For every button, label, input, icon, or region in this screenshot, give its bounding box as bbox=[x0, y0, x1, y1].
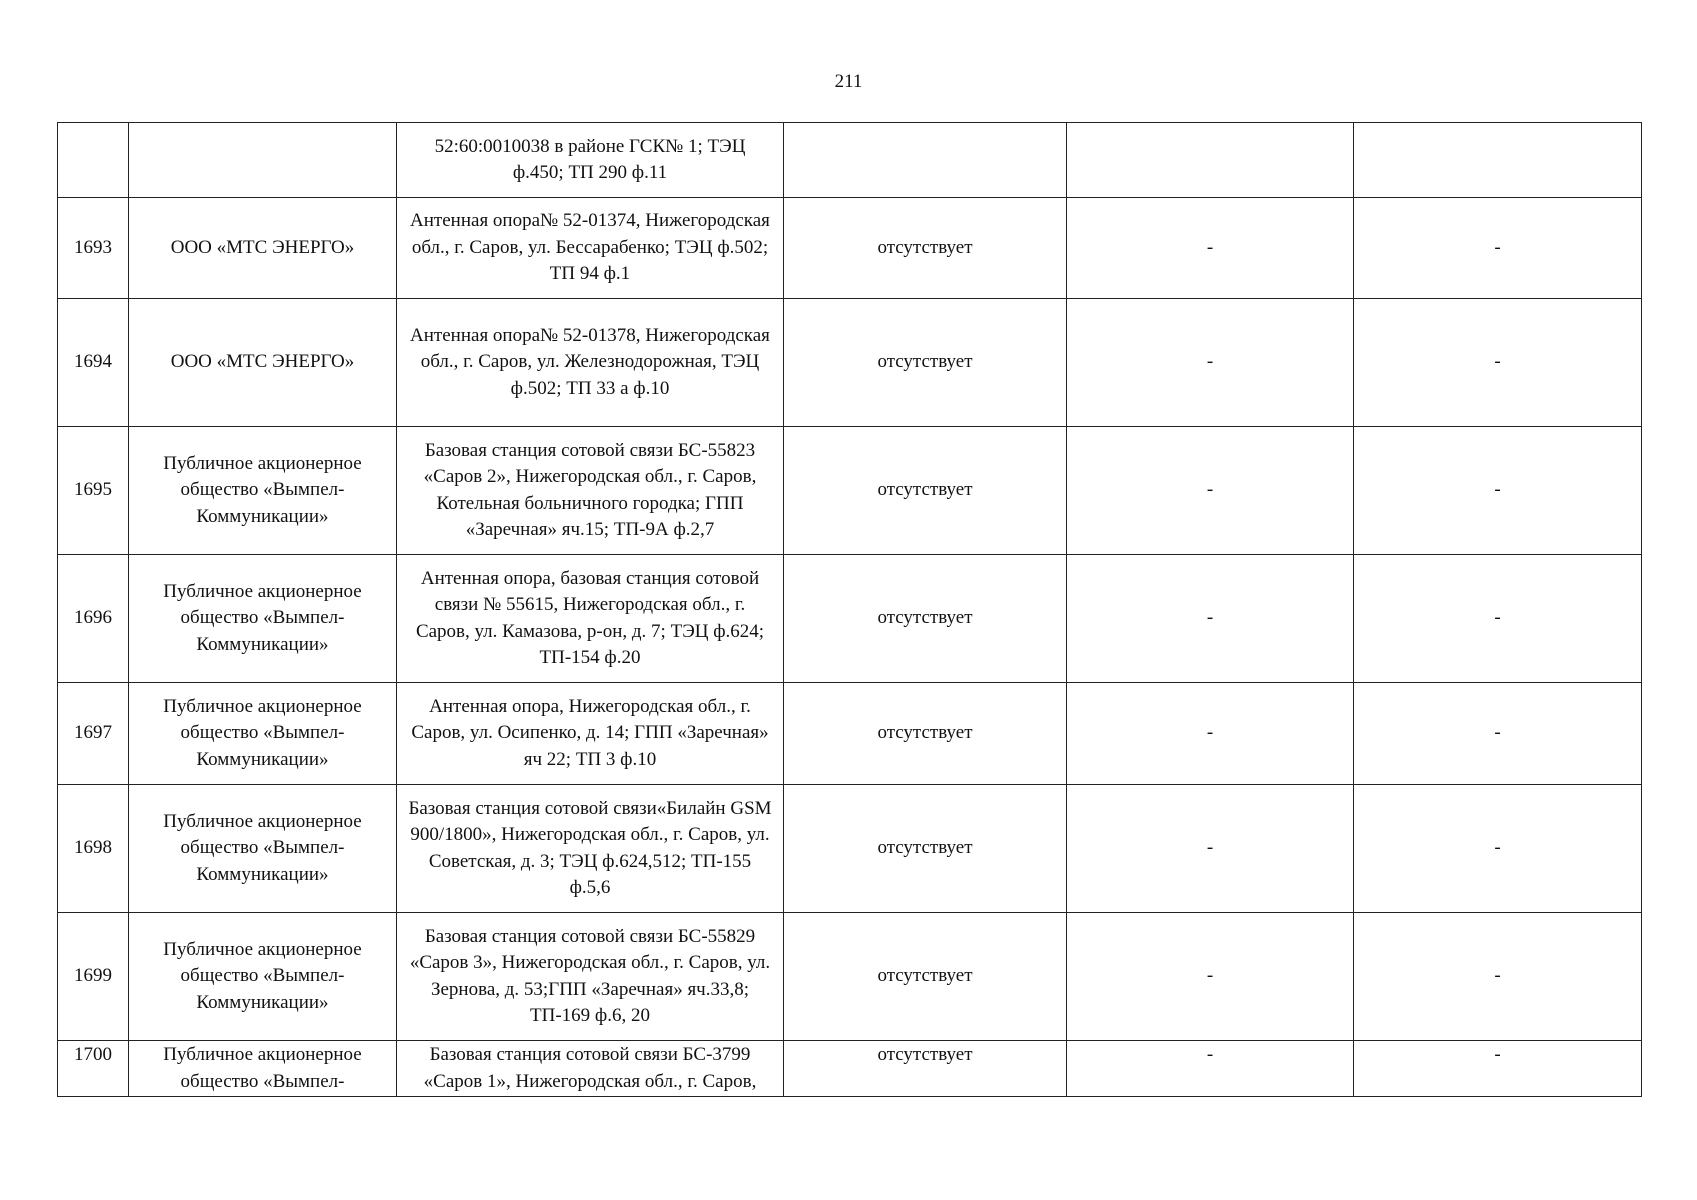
status-cell: отсутствует bbox=[784, 198, 1067, 299]
row-number-cell: 1697 bbox=[58, 683, 129, 785]
table-row bbox=[58, 123, 1642, 198]
row-number-cell: 1698 bbox=[58, 785, 129, 913]
column-5-cell: - bbox=[1067, 683, 1354, 785]
object-cell: Базовая станция сотовой связи«Билайн GSM 900/1800», Нижегородская обл., г. Саров, ул. Советская, д. 3; ТЭЦ ф.624,512; ТП-155 ф.5,6 bbox=[397, 785, 784, 913]
organization-cell: Публичное акционерное общество «Вымпел-Коммуникации» bbox=[129, 785, 397, 913]
page-number: 211 bbox=[834, 71, 863, 92]
row-number-cell: 1699 bbox=[58, 913, 129, 1041]
status-cell: отсутствует bbox=[784, 913, 1067, 1041]
column-6-cell: - bbox=[1354, 913, 1642, 1041]
table-row bbox=[58, 198, 1642, 299]
object-cell: Антенная опора№ 52-01378, Нижегородская обл., г. Саров, ул. Железнодорожная, ТЭЦ ф.502; ТП 33 а ф.10 bbox=[397, 299, 784, 427]
column-5-cell: - bbox=[1067, 785, 1354, 913]
table-row bbox=[58, 555, 1642, 683]
object-cell: Антенная опора, базовая станция сотовой связи № 55615, Нижегородская обл., г. Саров, ул. Камазова, р-он, д. 7; ТЭЦ ф.624; ТП-154 ф.20 bbox=[397, 555, 784, 683]
status-cell: отсутствует bbox=[784, 683, 1067, 785]
column-5-cell: - bbox=[1067, 1041, 1354, 1097]
column-6-cell: - bbox=[1354, 299, 1642, 427]
status-cell bbox=[784, 123, 1067, 198]
row-number-cell bbox=[58, 123, 129, 198]
column-5-cell: - bbox=[1067, 299, 1354, 427]
column-6-cell: - bbox=[1354, 785, 1642, 913]
organization-cell: Публичное акционерное общество «Вымпел-Коммуникации» bbox=[129, 555, 397, 683]
object-cell: 52:60:0010038 в районе ГСК№ 1; ТЭЦ ф.450; ТП 290 ф.11 bbox=[397, 123, 784, 198]
status-cell: отсутствует bbox=[784, 299, 1067, 427]
column-5-cell: - bbox=[1067, 198, 1354, 299]
table-row bbox=[58, 299, 1642, 427]
column-6-cell: - bbox=[1354, 1041, 1642, 1097]
object-cell: Базовая станция сотовой связи БС-55823 «Саров 2», Нижегородская обл., г. Саров, Котельная больничного городка; ГПП «Заречная» яч.15; ТП-9А ф.2,7 bbox=[397, 427, 784, 555]
column-6-cell: - bbox=[1354, 683, 1642, 785]
organization-cell: Публичное акционерное общество «Вымпел-Коммуникации» bbox=[129, 913, 397, 1041]
column-6-cell: - bbox=[1354, 555, 1642, 683]
column-6-cell: - bbox=[1354, 427, 1642, 555]
organization-cell bbox=[129, 1041, 397, 1097]
status-cell: отсутствует bbox=[784, 785, 1067, 913]
column-6-cell bbox=[1354, 123, 1642, 198]
organization-cell: ООО «МТС ЭНЕРГО» bbox=[129, 299, 397, 427]
row-number-cell: 1695 bbox=[58, 427, 129, 555]
table-row bbox=[58, 683, 1642, 785]
row-number-cell: 1693 bbox=[58, 198, 129, 299]
table-row bbox=[58, 1041, 1642, 1097]
row-number-cell: 1696 bbox=[58, 555, 129, 683]
table-row bbox=[58, 427, 1642, 555]
column-5-cell: - bbox=[1067, 913, 1354, 1041]
row-number-cell: 1694 bbox=[58, 299, 129, 427]
organization-cell: Публичное акционерное общество «Вымпел-Коммуникации» bbox=[129, 683, 397, 785]
organization-cell bbox=[129, 123, 397, 198]
row-number-cell: 1700 bbox=[58, 1041, 129, 1097]
object-cell: Базовая станция сотовой связи БС-55829 «Саров 3», Нижегородская обл., г. Саров, ул. Зернова, д. 53;ГПП «Заречная» яч.33,8; ТП-169 ф.6, 20 bbox=[397, 913, 784, 1041]
column-5-cell: - bbox=[1067, 555, 1354, 683]
object-cell bbox=[397, 1041, 784, 1097]
organization-cell: ООО «МТС ЭНЕРГО» bbox=[129, 198, 397, 299]
table-row bbox=[58, 913, 1642, 1041]
status-cell: отсутствует bbox=[784, 555, 1067, 683]
status-cell: отсутствует bbox=[784, 427, 1067, 555]
column-5-cell: - bbox=[1067, 427, 1354, 555]
object-cell: Антенная опора№ 52-01374, Нижегородская обл., г. Саров, ул. Бессарабенко; ТЭЦ ф.502; ТП 94 ф.1 bbox=[397, 198, 784, 299]
column-6-cell: - bbox=[1354, 198, 1642, 299]
object-cell-text: Базовая станция сотовой связи БС-3799 «Саров 1», Нижегородская обл., г. Саров, bbox=[423, 1044, 757, 1092]
organization-cell: Публичное акционерное общество «Вымпел-Коммуникации» bbox=[129, 427, 397, 555]
organization-cell-text: Публичное акционерное общество «Вымпел- bbox=[163, 1044, 362, 1092]
column-5-cell bbox=[1067, 123, 1354, 198]
status-cell: отсутствует bbox=[784, 1041, 1067, 1097]
object-cell: Антенная опора, Нижегородская обл., г. Саров, ул. Осипенко, д. 14; ГПП «Заречная» яч 22; ТП 3 ф.10 bbox=[397, 683, 784, 785]
table-row bbox=[58, 785, 1642, 913]
registry-table bbox=[57, 122, 1642, 1097]
